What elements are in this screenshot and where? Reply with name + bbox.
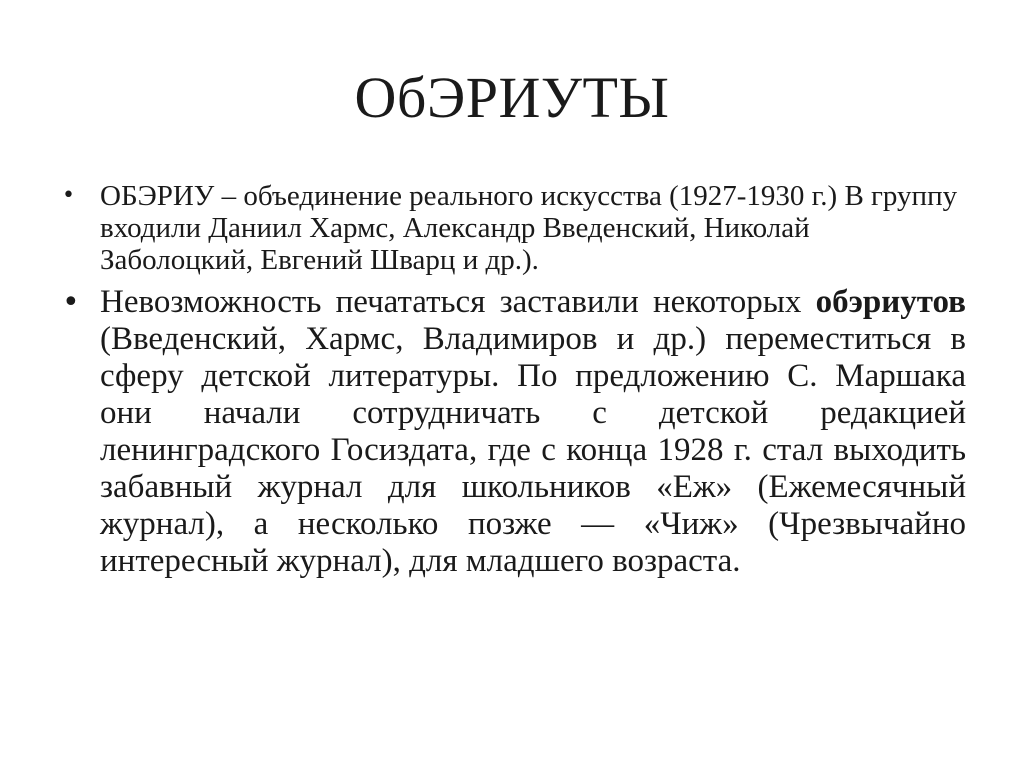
bullet-text-after: (Введенский, Хармс, Владимиров и др.) переместиться в сферу детской литературы. По предложению С. Маршака они начали сотрудничать с детской редакцией ленинградского Госиздата, где с конца 1928 г. стал выходить забавный журнал для школьников «Еж» (Ежемесячный журнал), а несколько позже — «Чиж» (Чрезвычайно интересный журнал), для младшего возраста. [100, 321, 966, 579]
bullet-text-bold: обэриутов [815, 284, 966, 320]
slide-title: ОбЭРИУТЫ [354, 65, 670, 130]
bullet-item-children-literature [62, 284, 966, 580]
slide-content [62, 180, 966, 580]
bullet-text: ОБЭРИУ – объединение реального искусства (1927-1930 г.) В группу входили Даниил Хармс, Александр Введенский, Николай Заболоцкий, Евгений Шварц и др.). [100, 180, 958, 276]
bullet-dot-icon: • [62, 183, 75, 208]
bullet-text-before: Невозможность печататься заставили некоторых [100, 284, 816, 320]
bullet-item-oberiu-definition [62, 180, 966, 276]
bullet-dot-icon: • [62, 285, 80, 320]
